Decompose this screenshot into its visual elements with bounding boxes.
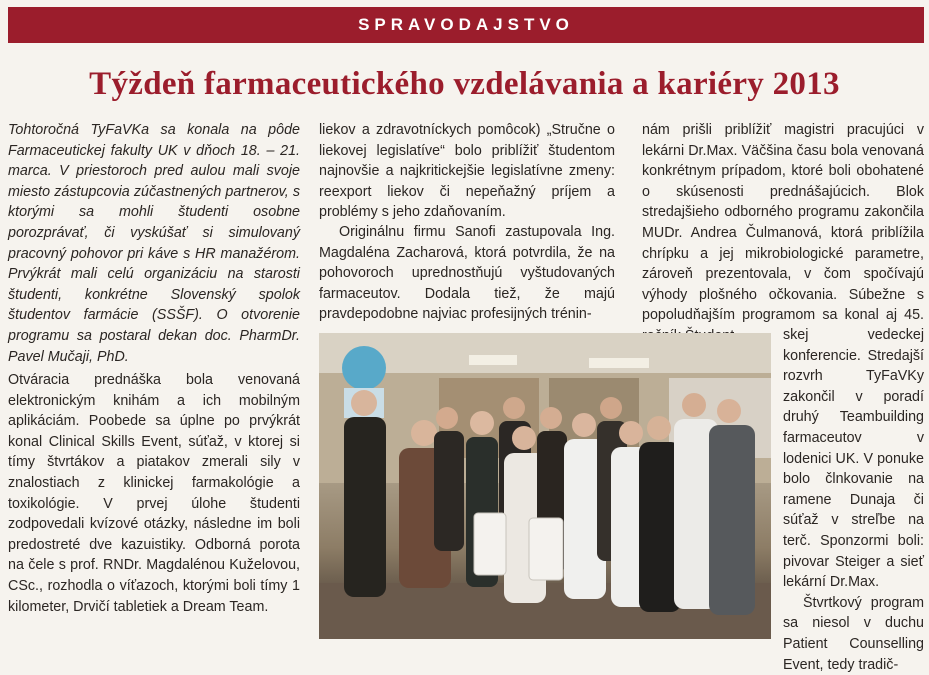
column-2-paragraph-1 <box>319 120 615 223</box>
body-paragraph: Originálnu firmu Sanofi zastupovala Ing. Magdaléna Zacharová, ktorá potvrdila, že na pohovoroch uprednostňujú vyštudovaných farmaceutov. Dodala tiež, že majú pravdepodobne najviac profesijných trénin- <box>319 224 615 323</box>
body-paragraph: liekov a zdravotníckych pomôcok) „Stručne o liekovej legislatíve“ bolo priblížiť študentom najnovšie a najkritickejšie legislatívne zmeny: reexport liekov či nepeňažný príjem a problémy s jeho zdaňovaním. <box>319 122 615 221</box>
article-headline: Týždeň farmaceutického vzdelávania a kariéry 2013 <box>89 66 840 102</box>
column-1-paragraph-2 <box>8 370 300 617</box>
body-paragraph: Otváracia prednáška bola venovaná elektronickým knihám a ich mobilným aplikáciám. Poobede sa úplne po prvýkrát konal Clinical Skills Event, súťaž, v ktorej si tímy štvrtákov a piatakov zmerali sily v znalostiach z klinickej farmakológie a toxikológie. V prvej úlohe študenti zodpovedali kvízové otázky, následne im boli predostreté dve kazuistiky. Odborná porota na čele s prof. RNDr. Magdalénou Kuželovou, CSc., rozhodla o víťazoch, ktorými boli tímy 1 kilometer, Drvičí tabletiek a Dream Team. <box>8 372 300 615</box>
column-1-paragraph-1 <box>8 120 300 367</box>
body-paragraph: skej vedeckej konferencie. Stredajší rozvrh TyFaVKy zakončil v poradí druhý Teambuilding farmaceutov v lodenici UK. V ponuke bolo člnkovanie na ramene Dunaja či súťaž v streľbe na terč. Sponzormi boli: pivovar Steiger a sieť lekární Dr.Max. <box>783 327 924 591</box>
column-2-paragraph-2 <box>319 222 615 325</box>
section-banner <box>8 7 924 43</box>
column-3-paragraph-2 <box>783 325 924 675</box>
body-paragraph: nám prišli priblížiť magistri pracujúci v lekárni Dr.Max. Väčšina času bola venovaná konkrétnym prípadom, ktoré boli obohatené o skúsenosti prednášajúcich. Blok stredajšieho odborného programu zakončila MUDr. Andrea Čulmanová, ktorá priblížila chrípku a jej mikrobiologické parametre, zároveň prezentovala, v čom spočívajú výhody plošného očkovania. Súbežne s popoludňajším programom sa konal aj 45. <box>642 122 924 324</box>
group-photo <box>319 333 771 639</box>
column-3-paragraph-1 <box>642 120 924 347</box>
group-photo-illustration <box>319 333 771 639</box>
body-paragraph: Štvrtkový program sa niesol v duchu Patient Counselling Event, tedy tradič- <box>783 594 924 673</box>
section-label: SPRAVODAJSTVO <box>358 15 574 34</box>
intro-paragraph: Tohtoročná TyFaVKa sa konala na pôde Farmaceutickej fakulty UK v dňoch 18. – 21. marca. V priestoroch pred aulou mali svoje miesto zástupcovia zúčastnených partnerov, s ktorými sa mohli študenti osobne porozprávať, či vyskúšať si simulovaný pracovný pohovor pri káve s HR manažérom. Prvýkrát mali celú organizáciu na starosti študenti, konkrétne Slovenský spolok študentov farmácie (SSŠF). O otvorenie programu sa postaral dekan doc. PharmDr. Pavel Mučaji, PhD. <box>8 122 300 365</box>
